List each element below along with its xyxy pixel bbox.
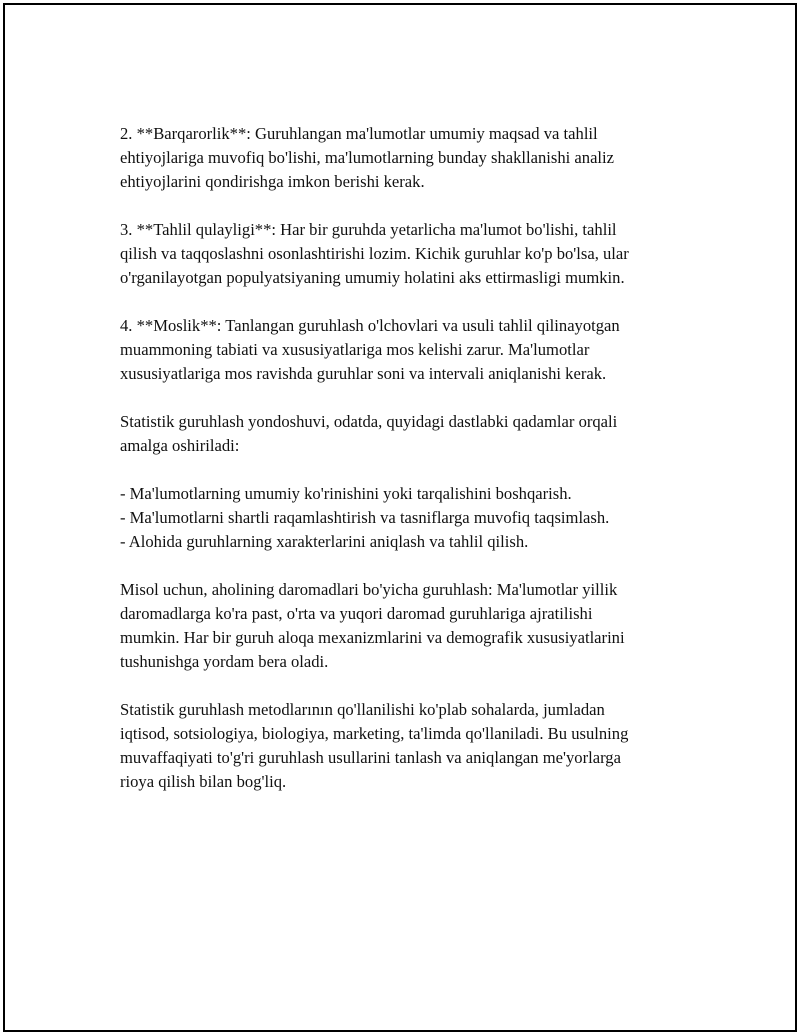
text-line: 4. **Moslik**: Tanlangan guruhlash o'lchovlari va usuli tahlil qilinayotgan	[120, 316, 620, 335]
paragraph-yondoshuv	[120, 410, 695, 458]
paragraph-misol	[120, 578, 695, 674]
text-line: o'rganilayotgan populyatsiyaning umumiy holatini aks ettirmasligi mumkin.	[120, 268, 625, 287]
list-item: - Alohida guruhlarning xarakterlarini aniqlash va tahlil qilish.	[120, 532, 529, 551]
paragraph-barqarorlik	[120, 122, 695, 194]
text-line: Statistik guruhlash yondoshuvi, odatda, quyidagi dastlabki qadamlar orqali	[120, 412, 618, 431]
text-line: ehtiyojlarini qondirishga imkon berishi kerak.	[120, 172, 425, 191]
text-line: tushunishga yordam bera oladi.	[120, 652, 329, 671]
bullet-list	[120, 482, 695, 554]
document-body	[120, 122, 695, 818]
text-line: iqtisod, sotsiologiya, biologiya, marketing, ta'limda qo'llaniladi. Bu usulning	[120, 724, 629, 743]
text-line: muammoning tabiati va xususiyatlariga mos kelishi zarur. Ma'lumotlar	[120, 340, 590, 359]
text-line: 3. **Tahlil qulayligi**: Har bir guruhda yetarlicha ma'lumot bo'lishi, tahlil	[120, 220, 617, 239]
text-line: Misol uchun, aholining daromadlari bo'yicha guruhlash: Ma'lumotlar yillik	[120, 580, 618, 599]
text-line: mumkin. Har bir guruh aloqa mexanizmlarini va demografik xususiyatlarini	[120, 628, 625, 647]
text-line: muvaffaqiyati to'g'ri guruhlash usullarini tanlash va aniqlangan me'yorlarga	[120, 748, 621, 767]
text-line: daromadlarga ko'ra past, o'rta va yuqori daromad guruhlariga ajratilishi	[120, 604, 593, 623]
paragraph-qollanilishi	[120, 698, 695, 794]
text-line: qilish va taqqoslashni osonlashtirishi lozim. Kichik guruhlar ko'p bo'lsa, ular	[120, 244, 629, 263]
text-line: Statistik guruhlash metodlarının qo'llanilishi ko'plab sohalarda, jumladan	[120, 700, 605, 719]
text-line: amalga oshiriladi:	[120, 436, 240, 455]
list-item: - Ma'lumotlarning umumiy ko'rinishini yoki tarqalishini boshqarish.	[120, 484, 572, 503]
text-line: rioya qilish bilan bog'liq.	[120, 772, 287, 791]
paragraph-tahlil-qulayligi	[120, 218, 695, 290]
text-line: xususiyatlariga mos ravishda guruhlar soni va intervali aniqlanishi kerak.	[120, 364, 607, 383]
paragraph-moslik	[120, 314, 695, 386]
document-page	[3, 3, 797, 1032]
list-item: - Ma'lumotlarni shartli raqamlashtirish va tasniflarga muvofiq taqsimlash.	[120, 508, 610, 527]
text-line: 2. **Barqarorlik**: Guruhlangan ma'lumotlar umumiy maqsad va tahlil	[120, 124, 598, 143]
text-line: ehtiyojlariga muvofiq bo'lishi, ma'lumotlarning bunday shakllanishi analiz	[120, 148, 615, 167]
